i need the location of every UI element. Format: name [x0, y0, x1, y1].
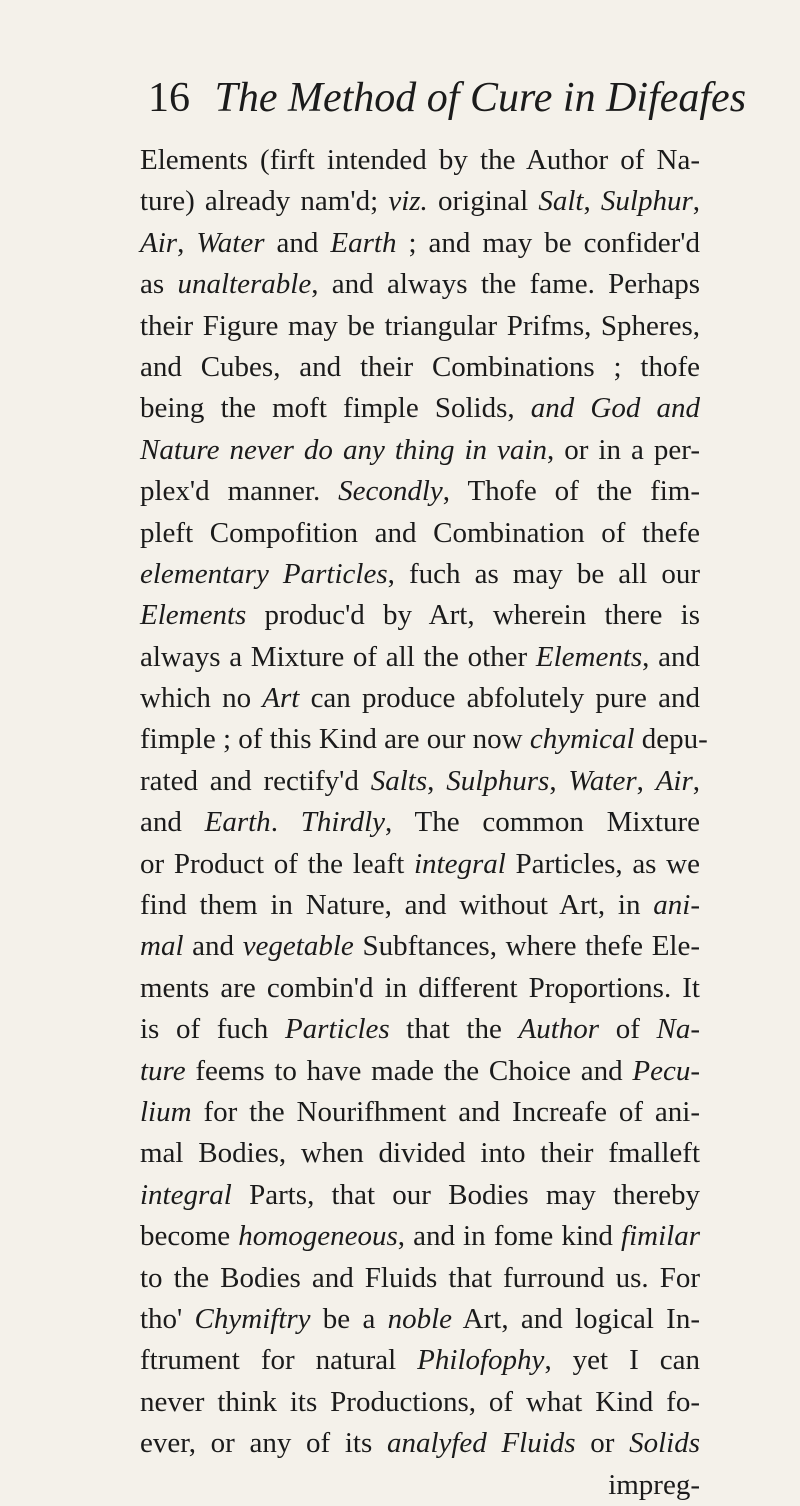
page-number: 16 — [148, 75, 190, 121]
text-run: ture) already nam'd; — [140, 185, 389, 218]
text-run: , or in a per- — [546, 433, 700, 466]
text-line — [140, 388, 700, 429]
text-line — [140, 513, 700, 554]
text-line — [140, 1133, 700, 1174]
text-line — [140, 223, 700, 264]
italic-text: Philofophy — [417, 1344, 545, 1377]
text-line — [140, 802, 700, 843]
text-line — [140, 140, 700, 181]
text-line — [140, 306, 700, 347]
text-run: ftrument for natural — [140, 1344, 418, 1377]
italic-text: integral — [140, 1178, 232, 1211]
text-run: can produce abfolutely pure and — [299, 682, 701, 715]
italic-text: homogeneous — [238, 1220, 398, 1253]
text-run: , and in fome kind — [397, 1220, 622, 1253]
italic-text: Sulphurs — [446, 764, 550, 797]
text-run: rated and rectify'd — [140, 764, 371, 797]
body-text — [140, 140, 708, 1506]
text-run: which no — [140, 682, 263, 715]
text-line — [140, 471, 700, 512]
text-line — [140, 181, 700, 222]
text-run: their Figure may be triangular Prifms, Spheres, — [140, 309, 700, 342]
text-run: is of fuch — [140, 1013, 285, 1046]
italic-text: Art — [262, 682, 300, 715]
text-run: plex'd manner. — [140, 475, 339, 508]
italic-text: Water — [196, 226, 265, 259]
italic-text: Elements — [140, 599, 247, 632]
italic-text: chymical — [529, 723, 635, 756]
text-run: , — [583, 185, 601, 218]
italic-text: mal — [140, 930, 184, 963]
text-run: Elements (firft intended by the Author of Na- — [140, 144, 700, 176]
text-run: , yet I can — [544, 1344, 700, 1377]
italic-text: unalterable — [177, 268, 312, 301]
text-run: , — [549, 764, 569, 797]
text-run: or — [575, 1427, 630, 1460]
text-run: , fuch as may be all our — [387, 557, 700, 590]
italic-text: Earth — [330, 226, 397, 259]
text-run: , — [636, 764, 656, 797]
text-run: always a Mixture of all the other — [140, 640, 536, 673]
text-run: , — [692, 764, 701, 797]
italic-text: Elements — [535, 640, 643, 673]
text-run: as — [140, 268, 178, 301]
text-run: feems to have made the Choice and — [185, 1054, 633, 1087]
italic-text: analyfed Fluids — [386, 1427, 576, 1460]
italic-text: vegetable — [242, 930, 354, 963]
text-run: Subftances, where thefe Ele- — [353, 930, 700, 963]
text-run: , — [177, 226, 197, 259]
italic-text: Water — [568, 764, 637, 797]
text-run: for the Nourifhment and Increafe of ani- — [191, 1095, 700, 1128]
italic-text: Na- — [656, 1013, 700, 1046]
italic-text: ture — [140, 1054, 186, 1087]
italic-text: integral — [413, 847, 506, 880]
text-run: and — [140, 806, 205, 839]
text-run: of — [599, 1013, 657, 1046]
text-run: and Cubes, and their Combinations ; thofe — [140, 350, 700, 383]
text-line — [140, 264, 700, 305]
text-run: ; and may be confider'd — [396, 226, 701, 259]
text-run: , and — [642, 640, 700, 673]
text-run: depu- — [634, 723, 708, 756]
text-run: to the Bodies and Fluids that furround us. For — [140, 1261, 700, 1294]
italic-text: ani- — [653, 889, 700, 922]
text-run: Parts, that our Bodies may thereby — [231, 1178, 700, 1211]
text-line — [140, 1051, 700, 1092]
text-run: or Product of the leaft — [140, 847, 414, 880]
italic-text: Nature never do any thing in vain — [140, 433, 547, 466]
running-title: The Method of Cure in Difeafes — [214, 75, 747, 121]
italic-text: Particles — [284, 1013, 390, 1046]
text-line — [140, 1092, 700, 1133]
text-run: Particles, as we — [505, 847, 700, 880]
text-run: be a — [310, 1302, 388, 1335]
italic-text: Secondly — [338, 475, 443, 508]
text-run: original — [427, 185, 539, 218]
text-line — [140, 926, 700, 967]
text-run: produc'd by Art, wherein there is — [246, 599, 700, 632]
text-run: Art, and logical In- — [452, 1302, 700, 1335]
text-line — [140, 761, 700, 802]
text-line — [140, 1423, 700, 1464]
italic-text: Earth — [204, 806, 271, 839]
text-line — [140, 1465, 700, 1506]
text-line — [140, 595, 700, 636]
text-line — [140, 1382, 700, 1423]
text-run: and — [183, 930, 243, 963]
text-line — [140, 1299, 700, 1340]
text-line — [140, 885, 700, 926]
text-run: and — [264, 226, 331, 259]
text-run: that the — [389, 1013, 519, 1046]
text-line — [140, 637, 700, 678]
text-line — [140, 1258, 700, 1299]
text-line — [140, 1216, 700, 1257]
text-run: find them in Nature, and without Art, in — [140, 889, 654, 922]
running-header — [148, 70, 746, 126]
text-line — [140, 968, 700, 1009]
italic-text: and God and — [530, 392, 700, 425]
text-run: , — [692, 185, 701, 218]
text-run: mal Bodies, when divided into their fmalleft — [140, 1137, 700, 1170]
text-run: . — [270, 806, 301, 839]
text-line — [140, 1340, 700, 1381]
italic-text: Thirdly — [300, 806, 386, 839]
italic-text: lium — [140, 1095, 192, 1128]
italic-text: Air — [140, 226, 178, 259]
italic-text: fimilar — [621, 1220, 700, 1253]
text-run: ments are combin'd in different Proportions. It — [140, 971, 700, 1004]
text-run: , — [427, 764, 447, 797]
text-run: tho' — [140, 1302, 195, 1335]
italic-text: Salts — [370, 764, 428, 797]
text-line — [140, 347, 700, 388]
text-run: ever, or any of its — [140, 1427, 387, 1460]
italic-text: elementary Particles — [140, 557, 388, 590]
text-run: impreg- — [608, 1468, 700, 1501]
text-line — [140, 430, 700, 471]
text-run: become — [140, 1220, 239, 1253]
text-line — [140, 1009, 700, 1050]
text-run: pleft Compofition and Combination of thefe — [140, 516, 700, 549]
text-line — [140, 719, 708, 760]
italic-text: Salt — [538, 185, 584, 218]
italic-text: Chymiftry — [194, 1302, 311, 1335]
italic-text: Sulphur — [600, 185, 693, 218]
italic-text: viz. — [388, 185, 428, 218]
text-run: being the moft fimple Solids, — [140, 392, 531, 425]
text-line — [140, 844, 700, 885]
text-line — [140, 1175, 700, 1216]
text-line — [140, 554, 700, 595]
text-line — [140, 678, 700, 719]
text-run: fimple ; of this Kind are our now — [140, 723, 530, 756]
italic-text: Air — [655, 764, 693, 797]
text-run: never think its Productions, of what Kind fo- — [140, 1385, 700, 1418]
italic-text: Pecu- — [632, 1054, 700, 1087]
text-run: , and always the fame. Perhaps — [311, 268, 700, 301]
text-run: , The common Mixture — [385, 806, 700, 839]
italic-text: Author — [518, 1013, 600, 1046]
text-run: , Thofe of the fim- — [442, 475, 700, 508]
italic-text: noble — [387, 1302, 453, 1335]
italic-text: Solids — [629, 1427, 700, 1460]
